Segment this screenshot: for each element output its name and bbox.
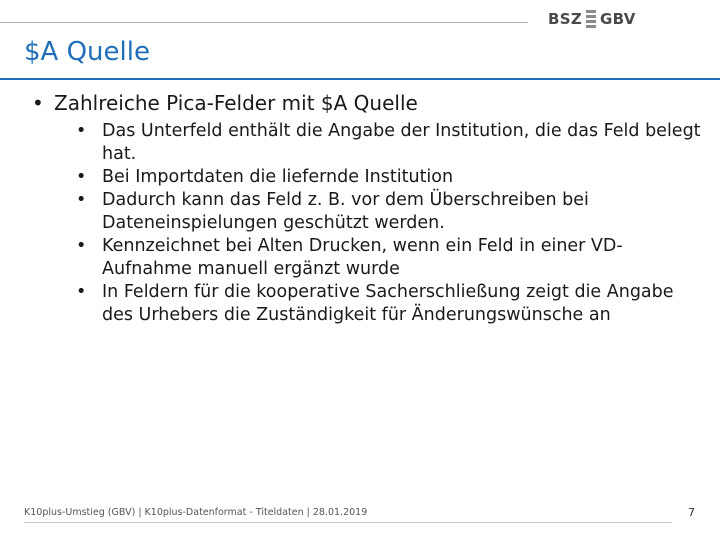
sub-bullet-text: Dadurch kann das Feld z. B. vor dem Überschreiben bei Dateneinspielungen geschützt werden. bbox=[102, 190, 589, 233]
slide-title: $A Quelle bbox=[24, 37, 150, 67]
sub-bullet-item bbox=[76, 166, 702, 189]
sub-bullet-item bbox=[76, 235, 702, 281]
bullet-icon: • bbox=[76, 236, 87, 256]
sub-bullet-list bbox=[54, 120, 702, 327]
sub-bullet-text: In Feldern für die kooperative Sacherschließung zeigt die Angabe des Urhebers die Zuständigkeit für Änderungswünsche an bbox=[102, 282, 674, 325]
bullet-icon: • bbox=[76, 121, 87, 141]
bullet-item bbox=[32, 88, 702, 327]
bullet-list bbox=[32, 88, 702, 327]
page-number: 7 bbox=[688, 506, 695, 519]
logo-text-right: GBV bbox=[600, 10, 636, 28]
logo bbox=[548, 8, 636, 30]
title-rule bbox=[0, 78, 720, 80]
bullet-icon: • bbox=[76, 190, 87, 210]
logo-text-left: BSZ bbox=[548, 10, 583, 28]
sub-bullet-text: Bei Importdaten die liefernde Institution bbox=[102, 167, 454, 187]
sub-bullet-text: Kennzeichnet bei Alten Drucken, wenn ein Feld in einer VD-Aufnahme manuell ergänzt wurde bbox=[102, 236, 623, 279]
bullet-icon: • bbox=[32, 91, 44, 115]
sub-bullet-text: Das Unterfeld enthält die Angabe der Institution, die das Feld belegt hat. bbox=[102, 121, 701, 164]
sub-bullet-item bbox=[76, 120, 702, 166]
bullet-icon: • bbox=[76, 282, 87, 302]
sub-bullet-item bbox=[76, 189, 702, 235]
header-rule bbox=[0, 22, 528, 23]
bullet-icon: • bbox=[76, 167, 87, 187]
bullet-text: Zahlreiche Pica-Felder mit $A Quelle bbox=[54, 91, 418, 115]
logo-mark-icon bbox=[585, 9, 597, 29]
footer-text: K10plus-Umstieg (GBV) | K10plus-Datenformat - Titeldaten | 28.01.2019 bbox=[24, 507, 368, 518]
footer-rule bbox=[24, 522, 672, 523]
sub-bullet-item bbox=[76, 281, 702, 327]
